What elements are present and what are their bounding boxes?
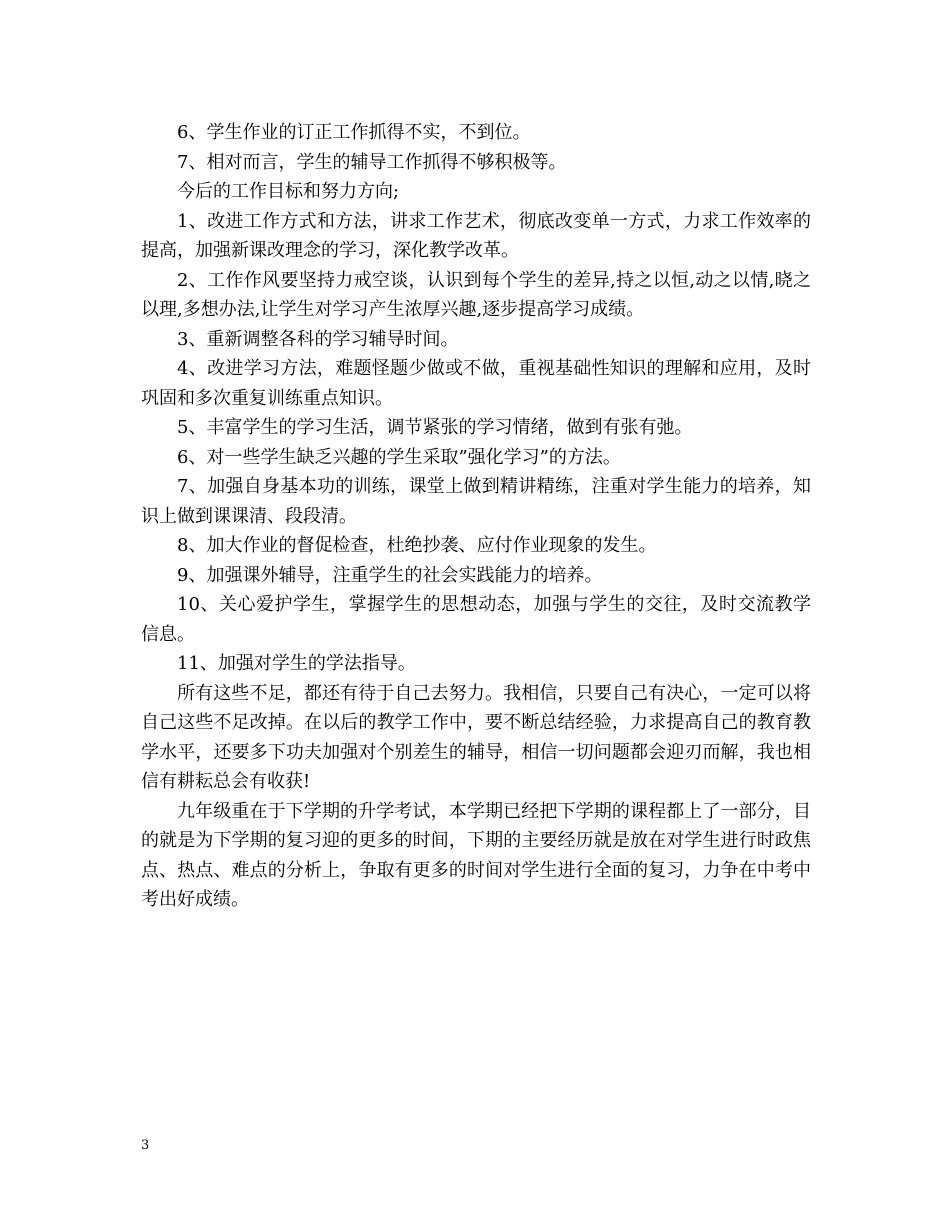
paragraph-goal-10: 10、关心爱护学生，掌握学生的思想动态，加强与学生的交往，及时交流教学信息。 [141, 594, 811, 645]
paragraph-shortcoming-6: 6、学生作业的订正工作抓得不实，不到位。 [177, 122, 531, 143]
paragraph-reflection: 所有这些不足，都还有待于自己去努力。我相信，只要自己有决心，一定可以将自己这些不足改掉。在以后的教学工作中，要不断总结经验，力求提高自己的教育教学水平，还要多下功夫加强对个别差生的辅导，相信一切问题都会迎刃而解，我也相信有耕耘总会有收获! [141, 682, 811, 792]
page-number: 3 [141, 1138, 150, 1153]
paragraph-goal-6: 6、对一些学生缺乏兴趣的学生采取”强化学习”的方法。 [177, 446, 621, 468]
paragraph-goal-2: 2、工作作风要坚持力戒空谈，认识到每个学生的差异,持之以恒,动之以情,晓之以理,多想办法,让学生对学习产生浓厚兴趣,逐步提高学习成绩。 [141, 269, 811, 320]
paragraph-shortcoming-7: 7、相对而言，学生的辅导工作抓得不够积极等。 [177, 151, 567, 173]
paragraph-goal-8: 8、加大作业的督促检查，杜绝抄袭、应付作业现象的发生。 [177, 535, 657, 556]
paragraph-goal-5: 5、丰富学生的学习生活，调节紧张的学习情绪，做到有张有弛。 [177, 417, 693, 438]
paragraph-goal-9: 9、加强课外辅导，注重学生的社会实践能力的培养。 [177, 564, 603, 586]
document-body [141, 118, 811, 915]
paragraph-goals-heading: 今后的工作目标和努力方向; [177, 181, 400, 202]
paragraph-goal-4: 4、改进学习方法，难题怪题少做或不做，重视基础性知识的理解和应用，及时巩固和多次重复训练重点知识。 [141, 358, 811, 409]
paragraph-goal-11: 11、加强对学生的学法指导。 [177, 653, 416, 674]
paragraph-goal-1: 1、改进工作方式和方法，讲求工作艺术，彻底改变单一方式，力求工作效率的提高，加强新课改理念的学习，深化教学改革。 [141, 210, 811, 261]
paragraph-goal-3: 3、重新调整各科的学习辅导时间。 [177, 328, 459, 350]
paragraph-goal-7: 7、加强自身基本功的训练，课堂上做到精讲精练，注重对学生能力的培养，知识上做到课课清、段段清。 [141, 476, 811, 527]
paragraph-grade-nine-plan: 九年级重在于下学期的升学考试，本学期已经把下学期的课程都上了一部分，目的就是为下学期的复习迎的更多的时间，下期的主要经历就是放在对学生进行时政焦点、热点、难点的分析上，争取有更多的时间对学生进行全面的复习，力争在中考中考出好成绩。 [141, 800, 811, 910]
